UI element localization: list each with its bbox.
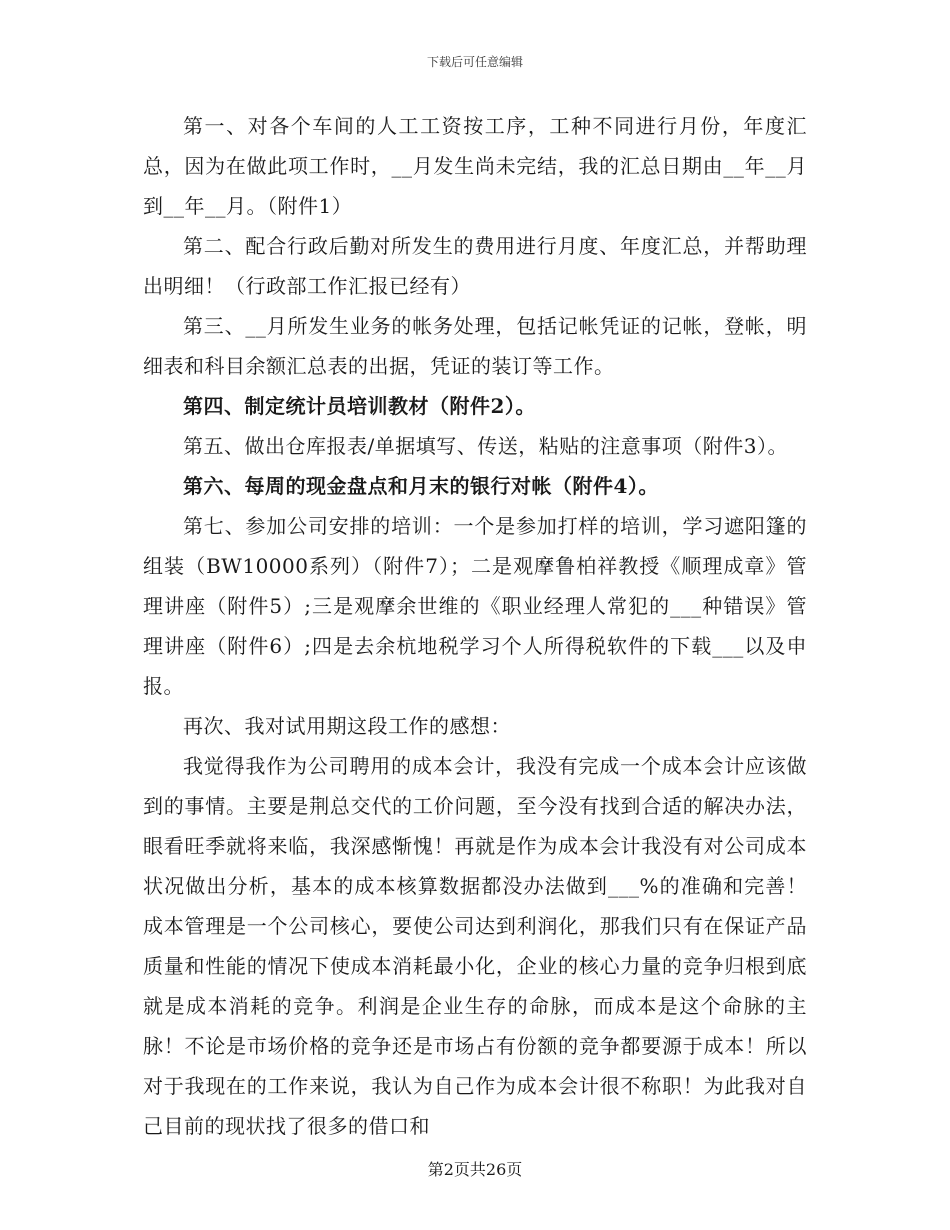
document-body — [143, 106, 807, 1146]
page-header: 下载后可任意编辑 — [426, 55, 523, 69]
paragraph-8: 再次、我对试用期这段工作的感想： — [183, 714, 511, 738]
paragraph-3: 第三、__月所发生业务的帐务处理，包括记帐凭证的记帐，登帐，明细表和科目余额汇总表的出据，凭证的装订等工作。 — [143, 314, 807, 378]
paragraph-9: 我觉得我作为公司聘用的成本会计，我没有完成一个成本会计应该做到的事情。主要是荆总交代的工价问题，至今没有找到合适的解决办法，眼看旺季就将来临，我深感惭愧！再就是作为成本会计我没有对公司成本状况做出分析，基本的成本核算数据都没办法做到___%的准确和完善！成本管理是一个公司核心，要使公司达到利润化，那我们只有在保证产品质量和性能的情况下使成本消耗最小化，企业的核心力量的竞争归根到底就是成本消耗的竞争。利润是企业生存的命脉，而成本是这个命脉的主脉！不论是市场价格的竞争还是市场占有份额的竞争都要源于成本！所以对于我现在的工作来说，我认为自己作为成本会计很不称职！为此我对自己目前的现状找了很多的借口和 — [143, 754, 807, 1138]
paragraph-6: 第六、每周的现金盘点和月末的银行对帐（附件4）。 — [183, 474, 659, 498]
paragraph-5: 第五、做出仓库报表/单据填写、传送，粘贴的注意事项（附件3）。 — [183, 434, 788, 458]
paragraph-1: 第一、对各个车间的人工工资按工序，工种不同进行月份，年度汇总，因为在做此项工作时，__月发生尚未完结，我的汇总日期由__年__月到__年__月。（附件1） — [143, 114, 807, 218]
paragraph-7: 第七、参加公司安排的培训：一个是参加打样的培训，学习遮阳篷的组装（BW10000系列）（附件7）；二是观摩鲁柏祥教授《顺理成章》管理讲座（附件5）;三是观摩余世维的《职业经理人常犯的___种错误》管理讲座（附件6）;四是去余杭地税学习个人所得税软件的下载___以及申报。 — [143, 514, 807, 698]
paragraph-4: 第四、制定统计员培训教材（附件2）。 — [183, 394, 536, 418]
page-footer: 第2页共26页 — [427, 1160, 523, 1179]
paragraph-2: 第二、配合行政后勤对所发生的费用进行月度、年度汇总，并帮助理出明细！（行政部工作汇报已经有） — [143, 234, 807, 298]
